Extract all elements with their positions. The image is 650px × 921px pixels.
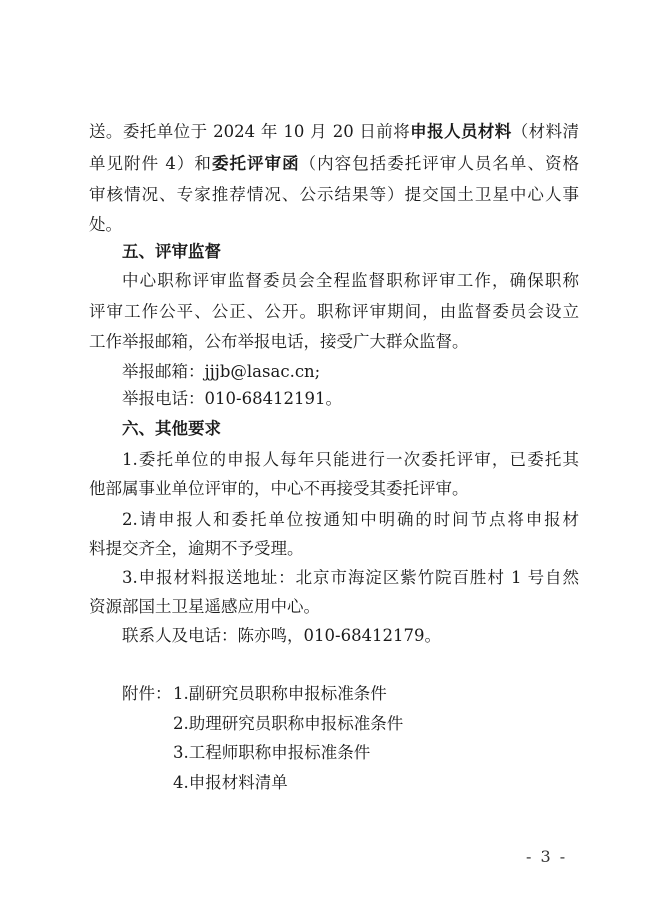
attachment-item-2: 2.助理研究员职称申报标准条件 [173,714,404,733]
requirement-1-line-1: 1.委托单位的申报人每年只能进行一次委托评审，已委托其 [122,450,579,469]
attachment-item-1: 1.副研究员职称申报标准条件 [173,684,387,703]
bold-text-letter: 委托评审函 [211,154,300,173]
requirement-2-line-1: 2.请申报人和委托单位按通知中明确的时间节点将申报材 [122,510,579,529]
section5-line-2: 评审工作公平、公正、公开。职称评审期间，由监督委员会设立 [89,302,579,321]
report-email: 举报邮箱：jjjb@lasac.cn; [122,362,321,381]
attachments-label: 附件： [122,684,172,703]
requirement-2-line-2: 料提交齐全，逾期不予受理。 [89,539,304,558]
submission-line-1 [89,121,579,143]
text-run: （材料清 [511,122,580,141]
section5-heading: 五、评审监督 [122,242,221,261]
requirement-3-line-2: 资源部国土卫星遥感应用中心。 [89,597,320,616]
requirement-1-line-2: 他部属事业单位评审的，中心不再接受其委托评审。 [89,479,469,498]
section5-line-3: 工作举报邮箱，公布举报电话，接受广大群众监督。 [89,332,469,351]
submission-line-4: 处。 [89,215,122,234]
submission-line-3: 审核情况、专家推荐情况、公示结果等）提交国土卫星中心人事 [89,185,579,204]
attachment-item-4: 4.申报材料清单 [173,773,288,792]
submission-line-2 [89,153,579,175]
requirement-3-line-1: 3.申报材料报送地址：北京市海淀区紫竹院百胜村 1 号自然 [122,568,579,587]
attachment-item-3: 3.工程师职称申报标准条件 [173,743,371,762]
text-run: （内容包括委托评审人员名单、资格 [299,154,580,173]
contact-info: 联系人及电话：陈亦鸣，010-68412179。 [122,626,442,645]
text-run: 单见附件 4）和 [89,154,212,173]
section6-heading: 六、其他要求 [122,419,221,438]
text-run: 送。委托单位于 2024 年 10 月 20 日前将 [89,122,411,141]
page-number: - 3 - [526,847,568,866]
bold-text-materials: 申报人员材料 [410,122,512,141]
section5-line-1: 中心职称评审监督委员会全程监督职称评审工作，确保职称 [122,271,579,290]
report-phone: 举报电话：010-68412191。 [122,389,343,408]
